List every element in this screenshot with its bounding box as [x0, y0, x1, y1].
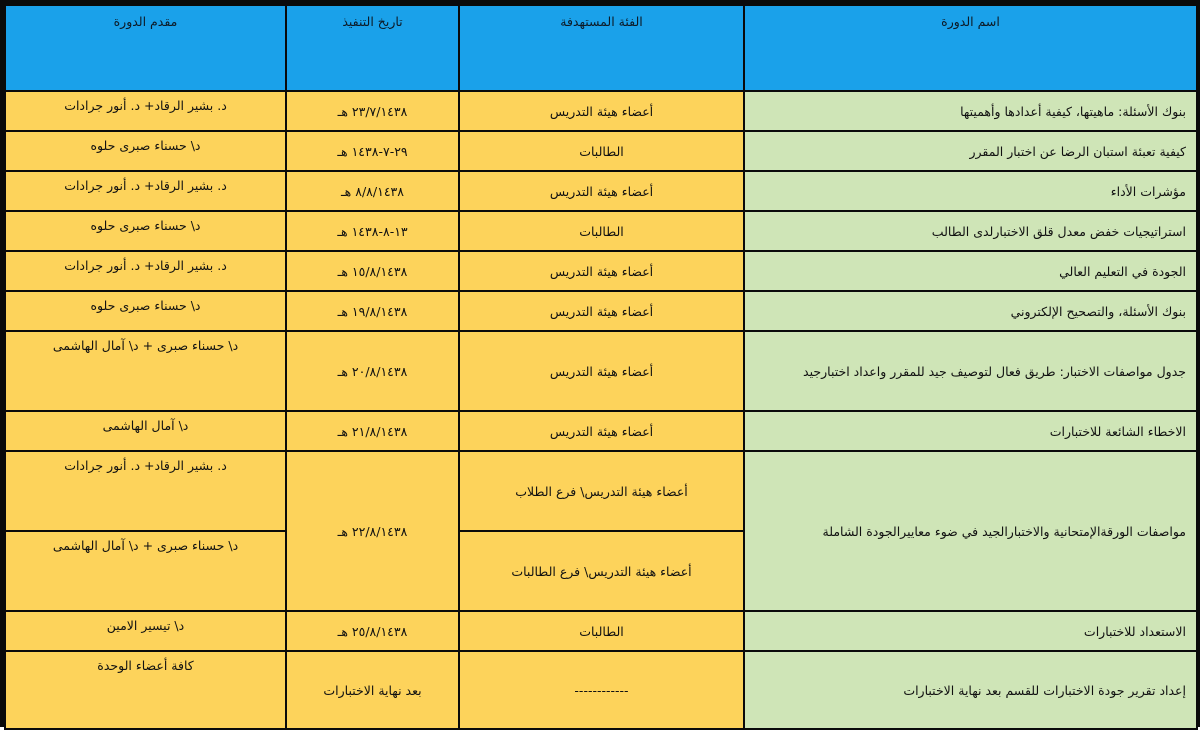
table-row [5, 651, 1197, 729]
presenter: د. بشير الرقاد+ د. أنور جرادات [5, 171, 286, 211]
course-name: مؤشرات الأداء [744, 171, 1197, 211]
execution-date: بعد نهاية الاختبارات [286, 651, 459, 729]
target-group: أعضاء هيئة التدريس [459, 411, 744, 451]
table-row [5, 171, 1197, 211]
presenter: د\ حسناء صبرى حلوه [5, 291, 286, 331]
target-group: الطالبات [459, 131, 744, 171]
header-presenter: مقدم الدورة [5, 5, 286, 91]
table-row [5, 251, 1197, 291]
target-group: الطالبات [459, 611, 744, 651]
presenter: د\ حسناء صبرى حلوه [5, 211, 286, 251]
table-row [5, 91, 1197, 131]
table-row [5, 131, 1197, 171]
table-row [5, 291, 1197, 331]
table-row [5, 211, 1197, 251]
target-group: أعضاء هيئة التدريس\ فرع الطلاب [459, 451, 744, 531]
course-name: الاستعداد للاختبارات [744, 611, 1197, 651]
execution-date: ٨/٨/١٤٣٨ هـ [286, 171, 459, 211]
course-name: بنوك الأسئلة: ماهيتها، كيفية أعدادها وأهميتها [744, 91, 1197, 131]
header-course-name: اسم الدورة [744, 5, 1197, 91]
target-group: أعضاء هيئة التدريس [459, 91, 744, 131]
table-row [5, 331, 1197, 411]
execution-date: ٢٢/٨/١٤٣٨ هـ [286, 451, 459, 611]
target-group: الطالبات [459, 211, 744, 251]
table-header-row [5, 5, 1197, 91]
target-group: أعضاء هيئة التدريس\ فرع الطالبات [459, 531, 744, 611]
presenter: د. بشير الرقاد+ د. أنور جرادات [5, 251, 286, 291]
presenter: د\ حسناء صبرى + د\ آمال الهاشمى [5, 331, 286, 411]
table-row [5, 411, 1197, 451]
course-name: كيفية تعبئة استبان الرضا عن اختبار المقرر [744, 131, 1197, 171]
course-name: الاخطاء الشائعة للاختبارات [744, 411, 1197, 451]
presenter: كافة أعضاء الوحدة [5, 651, 286, 729]
target-group: ------------ [459, 651, 744, 729]
course-name: إعداد تقرير جودة الاختبارات للقسم بعد نهاية الاختبارات [744, 651, 1197, 729]
target-group: أعضاء هيئة التدريس [459, 171, 744, 211]
execution-date: ٢٩-٧-١٤٣٨ هـ [286, 131, 459, 171]
courses-table [4, 4, 1198, 730]
execution-date: ١٣-٨-١٤٣٨ هـ [286, 211, 459, 251]
target-group: أعضاء هيئة التدريس [459, 331, 744, 411]
presenter: د. بشير الرقاد+ د. أنور جرادات [5, 91, 286, 131]
presenter: د\ حسناء صبرى + د\ آمال الهاشمى [5, 531, 286, 611]
execution-date: ١٥/٨/١٤٣٨ هـ [286, 251, 459, 291]
course-name: جدول مواصفات الاختبار: طريق فعال لتوصيف جيد للمقرر واعداد اختبارجيد [744, 331, 1197, 411]
course-name: الجودة في التعليم العالي [744, 251, 1197, 291]
presenter: د. بشير الرقاد+ د. أنور جرادات [5, 451, 286, 531]
presenter: د\ تيسير الامين [5, 611, 286, 651]
execution-date: ٢٣/٧/١٤٣٨ هـ [286, 91, 459, 131]
presenter: د\ حسناء صبرى حلوه [5, 131, 286, 171]
table-row [5, 611, 1197, 651]
execution-date: ٢٥/٨/١٤٣٨ هـ [286, 611, 459, 651]
execution-date: ٢٠/٨/١٤٣٨ هـ [286, 331, 459, 411]
presenter: د\ آمال الهاشمى [5, 411, 286, 451]
table-row [5, 451, 1197, 531]
course-name: مواصفات الورقةالإمتحانية والاختبارالجيد في ضوء معاييرالجودة الشاملة [744, 451, 1197, 611]
course-name: بنوك الأسئلة، والتصحيح الإلكتروني [744, 291, 1197, 331]
execution-date: ٢١/٨/١٤٣٨ هـ [286, 411, 459, 451]
execution-date: ١٩/٨/١٤٣٨ هـ [286, 291, 459, 331]
header-target-group: الفئة المستهدفة [459, 5, 744, 91]
target-group: أعضاء هيئة التدريس [459, 291, 744, 331]
header-execution-date: تاريخ التنفيذ [286, 5, 459, 91]
course-name: استراتيجيات خفض معدل قلق الاختبارلدى الطالب [744, 211, 1197, 251]
target-group: أعضاء هيئة التدريس [459, 251, 744, 291]
